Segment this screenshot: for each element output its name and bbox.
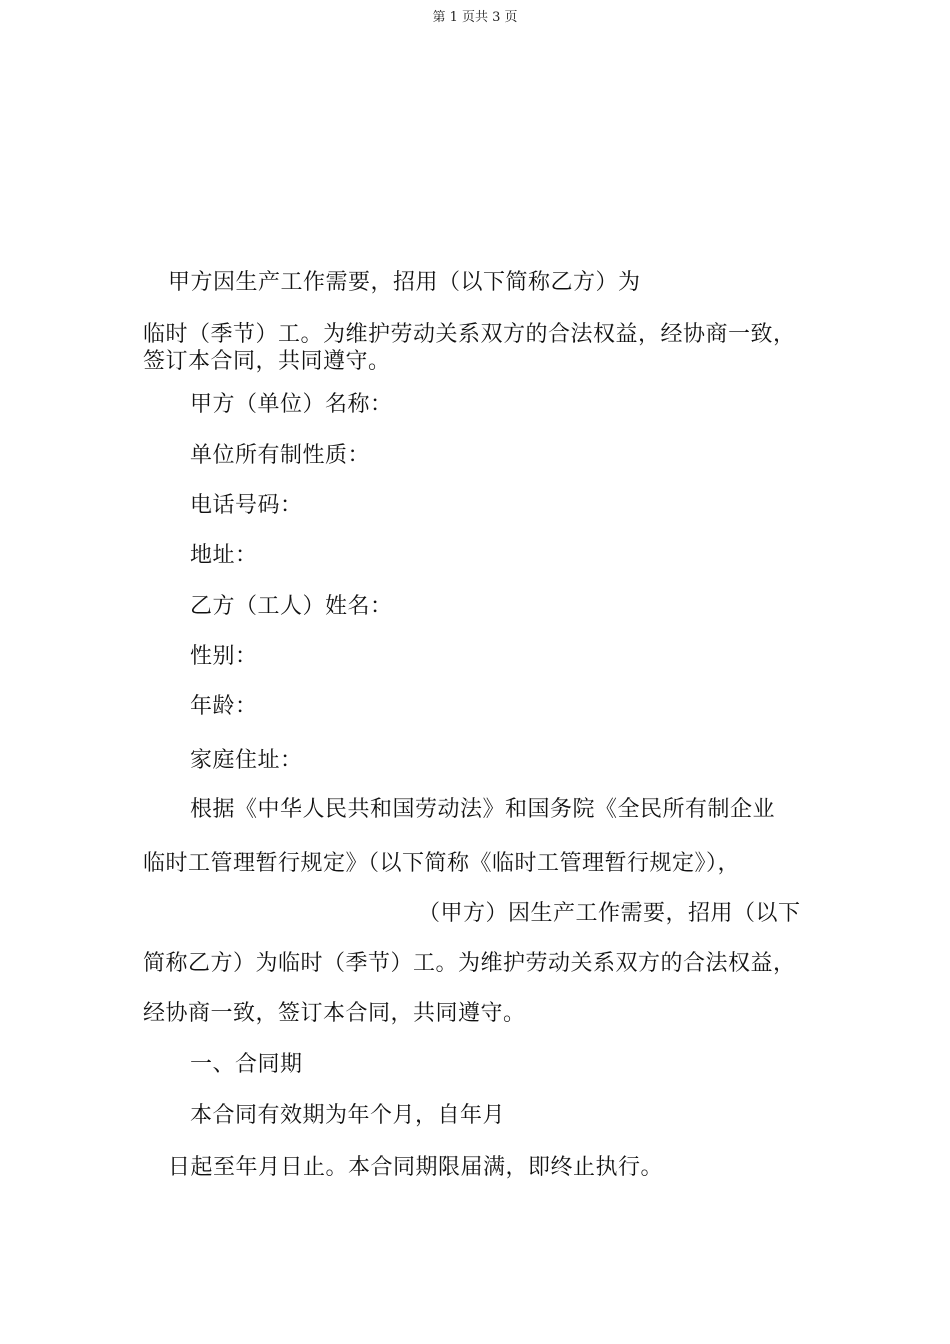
basis-line-1: 根据《中华人民共和国劳动法》和国务院《全民所有制企业 [190,797,776,822]
field-age: 年龄： [190,694,258,719]
basis-line-3: （甲方）因生产工作需要，招用（以下 [418,901,801,926]
intro-line-1: 甲方因生产工作需要，招用（以下简称乙方）为 [168,270,641,295]
page-indicator: 第 1 页共 3 页 [432,10,518,25]
basis-line-5: 经协商一致，签订本合同，共同遵守。 [143,1001,526,1026]
term-line-2: 日起至年月日止。本合同期限届满，即终止执行。 [168,1155,664,1180]
section-heading-contract-term: 一、合同期 [190,1052,303,1077]
intro-line-2: 临时（季节）工。为维护劳动关系双方的合法权益，经协商一致， [143,322,796,347]
basis-line-2: 临时工管理暂行规定》（以下简称《临时工管理暂行规定》）， [143,851,741,876]
field-address: 地址： [190,543,258,568]
intro-line-3: 签订本合同，共同遵守。 [143,349,391,374]
field-gender: 性别： [190,644,258,669]
term-line-1: 本合同有效期为年个月，自年月 [190,1103,506,1128]
field-ownership-type: 单位所有制性质： [190,443,371,468]
basis-line-4: 简称乙方）为临时（季节）工。为维护劳动关系双方的合法权益， [143,951,796,976]
field-party-b-name: 乙方（工人）姓名： [190,594,393,619]
field-party-a-name: 甲方（单位）名称： [190,392,393,417]
field-home-address: 家庭住址： [190,748,303,773]
field-phone: 电话号码： [190,493,303,518]
